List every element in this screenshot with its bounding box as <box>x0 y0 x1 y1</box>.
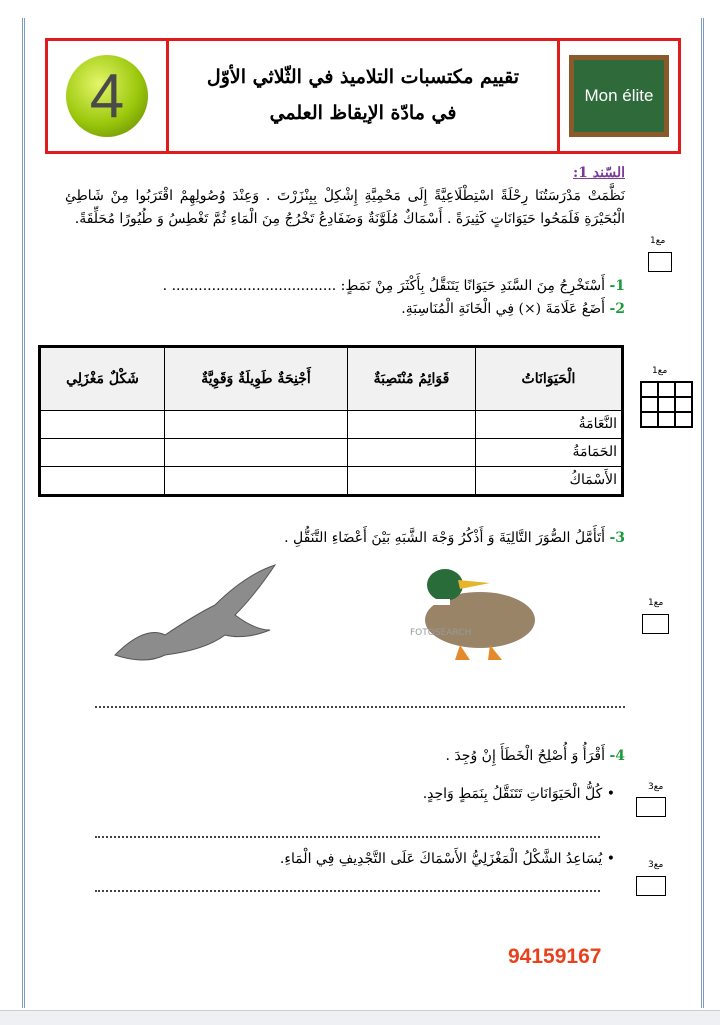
q-num: 2- <box>609 301 625 317</box>
animal-name: الحَمَامَةُ <box>476 438 623 466</box>
number-ball: 4 <box>66 55 148 137</box>
statement-1: • كُلُّ الْحَيَوَانَاتِ تَتَنَقَّلُ بِنَمَطٍ وَاحِدٍ. <box>422 786 615 802</box>
worksheet-title <box>169 41 560 151</box>
sanad-text: نَظَّمَتْ مَدْرَسَتُنَا رِحْلَةً اسْتِطْلَاعِيَّةً إِلَى مَحْمِيَّةِ إِشْكِلْ بِبِنْزَرْتَ . وَعِنْدَ وُصُولِهِمْ اقْتَرَبُوا مِنْ شَاطِئِ الْبُحَيْرَةِ فَلَمَحُوا حَيَوَانَاتٍ كَثِيرَةً . أَسْمَاكٌ مُلَوَّنَةٌ وَضَفَادِعُ تَخْرُجُ مِنَ الْمَاءِ ثُمَّ تَغْطِسُ وَ طُيُورًا مُحَلِّقَةً. <box>65 188 625 227</box>
table-header: الْحَيَوَانَاتُ <box>476 347 623 411</box>
q-num: 4- <box>609 748 625 764</box>
score-box[interactable] <box>636 797 666 817</box>
criterion-mark: مع1 <box>648 598 664 608</box>
q-text: أَتَأَمَّلُ الصُّوَرَ التَّالِيَةَ وَ أَذْكُرُ وَجْهَ الشَّبَهِ بَيْنَ أَعْضَاءِ التَّنَقُّلِ . <box>284 530 605 546</box>
phone-number: 94159167 <box>508 945 602 968</box>
checkbox-cell[interactable] <box>164 411 347 439</box>
checkbox-cell[interactable] <box>164 438 347 466</box>
score-box[interactable] <box>636 876 666 896</box>
question-2 <box>401 301 625 317</box>
score-grid[interactable] <box>640 381 693 428</box>
answer-line[interactable] <box>95 706 625 708</box>
worksheet-header <box>45 38 681 154</box>
q-num: 1- <box>609 278 625 294</box>
q-text: أَضَعُ عَلَامَةَ (×) فِي الْخَانَةِ الْمُنَاسِبَةِ. <box>401 301 605 317</box>
criterion-mark: مع3 <box>648 860 664 870</box>
question-1 <box>163 278 625 294</box>
question-4 <box>446 748 625 764</box>
title-line-1: تقييم مكتسبات التلاميذ في الثّلاثي الأوّل <box>206 66 520 88</box>
q-text: أَسْتَخْرِجُ مِنَ السَّنَدِ حَيَوَانًا يَتَنَقَّلُ بِأَكْثَرَ مِنْ نَمَطٍ: ..................................... . <box>162 278 605 294</box>
table-header: أَجْنِحَةٌ طَوِيلَةٌ وَقَوِيَّةٌ <box>164 347 347 411</box>
statement-2: • يُسَاعِدُ الشَّكْلُ الْمَغْزَلِيُّ الأَسْمَاكَ عَلَى التَّجْدِيفِ فِي الْمَاءِ. <box>279 851 615 867</box>
score-box[interactable] <box>642 614 669 634</box>
answer-line[interactable] <box>95 890 600 892</box>
animals-table <box>38 345 624 497</box>
table-header: قَوَائِمُ مُنْتَصِبَةٌ <box>348 347 476 411</box>
duck-image <box>400 555 550 670</box>
criterion-mark: مع1 <box>652 366 668 376</box>
question-3 <box>284 530 625 546</box>
q-text: أَقْرَأُ وَ أُصْلِحُ الْخَطَأَ إِنْ وُجِدَ . <box>445 748 605 764</box>
number-cell <box>48 41 169 151</box>
checkbox-cell[interactable] <box>40 438 165 466</box>
animal-name: الأَسْمَاكُ <box>476 466 623 495</box>
title-line-2: في مادّة الإيقاظ العلمي <box>269 102 457 124</box>
checkbox-cell[interactable] <box>40 411 165 439</box>
mon-elite-logo: Mon élite <box>569 55 669 137</box>
q-num: 3- <box>609 530 625 546</box>
logo-cell <box>560 41 678 151</box>
checkbox-cell[interactable] <box>164 466 347 495</box>
table-header: شَكْلٌ مَغْزَلِي <box>40 347 165 411</box>
criterion-mark: مع1 <box>650 236 666 246</box>
answer-line[interactable] <box>95 836 600 838</box>
score-box[interactable] <box>648 252 672 272</box>
checkbox-cell[interactable] <box>348 438 476 466</box>
table-row <box>40 438 623 466</box>
checkbox-cell[interactable] <box>40 466 165 495</box>
image-watermark: FOTOSEARCH <box>410 628 472 638</box>
checkbox-cell[interactable] <box>348 466 476 495</box>
table-row <box>40 466 623 495</box>
statement-text: يُسَاعِدُ الشَّكْلُ الْمَغْزَلِيُّ الأَسْمَاكَ عَلَى التَّجْدِيفِ فِي الْمَاءِ. <box>279 851 603 867</box>
table-row <box>40 411 623 439</box>
checkbox-cell[interactable] <box>348 411 476 439</box>
animal-name: النَّعَامَةُ <box>476 411 623 439</box>
sanad-label: السّند 1: <box>572 165 625 181</box>
frog-image <box>105 555 295 675</box>
criterion-mark: مع3 <box>648 782 664 792</box>
bottom-bar <box>0 1010 720 1025</box>
statement-text: كُلُّ الْحَيَوَانَاتِ تَتَنَقَّلُ بِنَمَطٍ وَاحِدٍ. <box>422 786 603 802</box>
